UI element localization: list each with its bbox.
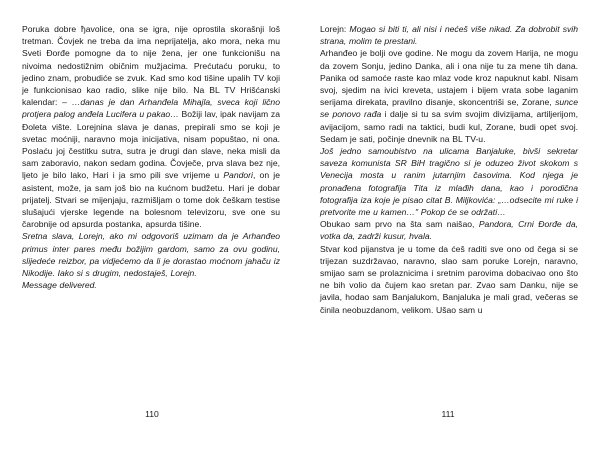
text-run: Obukao sam prvo na šta sam naišao,	[320, 219, 479, 230]
left-page	[22, 23, 280, 291]
news-quote: Još jedno samoubistvo na ulicama Banjaluke, bivši sekretar saveza komunista SR BiH tragično si je oduzeo život skokom s Venecija mosta u ranim jutarnjim časovima. Kod njega je pronađena fotografija Tita iz mlađih dana, kao i porodična fotografija iza koje je pisao citat B. Miljkovića: „…odsecite mi ruke i pretvorite me u kamen…" Pokop će se održati…	[320, 146, 578, 218]
text-run-italic: sunce se ponovo rađa	[320, 97, 578, 120]
text-run-italic: Pandora, Crni Đorđe da, votka da, zadrži kusur, hvala.	[320, 219, 578, 242]
lorejn-reply	[320, 23, 578, 47]
message-delivered: Message delivered.	[22, 280, 97, 291]
text-run: Božiji lav, ipak navijam za Đoleta vište. Lorejnina slava je danas, prepirali smo se koji je svetac moćniji, naravno moja inicijativa, nisam popuštao, ni ona. Poslaću joj čestitku sutra, sutra je drugi dan slave, neka misli da sam zaboravio, nakon sedam godina. Čovječe, prva slava bez nje, ljeto je bilo lako, Hari i ja smo pili sve vrijeme u	[22, 109, 280, 181]
reply-text: Mogao si biti ti, ali nisi i nećeš više nikad. Za dobrobit svih strana, molim te prestani.	[320, 24, 578, 47]
right-paragraph-2	[320, 218, 578, 242]
text-run: Arhanđeo je bolji ove godine. Ne mogu da zovem Harija, ne mogu da zovem Sonju, jedino Danka, ali i ona nije tu za mene tih dana. Panika od samoće raste kao mlaz vode kroz napuknut kabl. Nisam svoj, sjedim na ivici kreveta, ustajem i bijem vrata sobe laganim serijama direkata, pravilno disanje, skoncentriši se, Zorane,	[320, 48, 578, 108]
right-page	[320, 23, 578, 316]
speaker-label: Lorejn:	[320, 24, 350, 34]
sms-quote: Sretna slava, Lorejn, ako mi odgovoriš uzimam da je Arhanđeo primus inter pares među božijim gardom, samo za ovu godinu, slijedeće reizbor, pa vidjećemo da li je dorastao moćnom jahaču iz Nikodije. Iako si s drugim, nedostaješ, Lorejn.	[22, 231, 280, 279]
text-run-italic: Pandori	[223, 170, 253, 181]
page-number-right: 111	[441, 409, 455, 419]
text-run-italic: …danas je dan Arhanđela Mihajla, sveca koji lično protjera palog anđela Lucifera u pakao…	[22, 97, 280, 120]
text-run: Poruka dobre ђavolice, ona se igra, nije oprostila skorašnji loš tretman. Čovjek ne treba da ima neprijatelja, ako mora, neka mu Sveti Đorđe pomogne da to nije žena, jer one funkcionišu na nivoima nedostižnim običnim mužjacima. Prećutaću poruku, to jedino znam, probudiće se zvuk. Kad smo kod tišine upalih TV koji je funkcionisao kao radio, slike nije bilo. Na BL TV Hrišćanski kalendar: –	[22, 24, 280, 108]
right-paragraph-3: Stvar kod pijanstva je u tome da ćeš raditi sve ono od čega si se trijezan suzdržavao, naravno, slao sam poruke Lorejn, naravno, smijao sam se prolaznicima i sretnim parovima dobacivao ono što ne bih volio da čujem kao sretan par. Zvao sam Danku, nije se javila, hodao sam Banjalukom, Banjaluka je mali grad, večeras se činila neobuzdanom, velikom. Ušao sam u	[320, 243, 578, 315]
page-number-left: 110	[145, 409, 159, 419]
right-paragraph-1	[320, 47, 578, 145]
text-run: i dalje si tu sa svim svojim divizijama, artiljerijom, avijacijom, samo radi na taktici, budi kul, Zorane, budi opet svoj. Sedam je sati, počinje dnevnik na BL TV-u.	[320, 109, 578, 144]
left-paragraph-1	[22, 23, 280, 230]
text-run: , on je asistent, može, ja sam još bio na kućnom budžetu. Hari je dobar prijatelj. Stvari se mijenjaju, razmišljam o tome dok češkam testise slušajući vjerske legende na bolesnom televizoru, sve one su čarobnije od apsurda postanka, apsurda tišine.	[22, 170, 280, 230]
